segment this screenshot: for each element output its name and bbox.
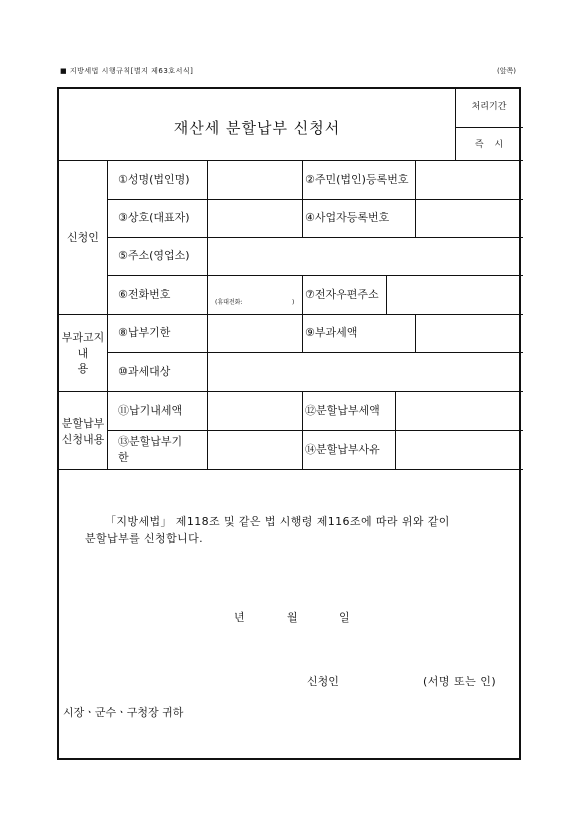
divider: [59, 314, 523, 315]
divider: [107, 160, 108, 469]
field-due-date-label: ⑧납부기한: [118, 326, 171, 339]
divider: [455, 127, 523, 128]
divider: [302, 275, 303, 314]
divider: [59, 160, 523, 161]
statement-line1: 「지방세법」 제118조 및 같은 법 시행령 제116조에 따라 위와 같이: [105, 515, 450, 528]
field-installment-due-label-line2: 한: [118, 451, 129, 464]
date-day-label: 일: [339, 611, 350, 624]
field-email-label: ⑦전자우편주소: [305, 288, 379, 301]
application-form: [57, 87, 521, 760]
signature-hint: (서명 또는 인): [423, 675, 497, 688]
divider: [415, 160, 416, 237]
divider: [302, 160, 303, 237]
field-installment-amount-label: ⑫분할납부세액: [305, 404, 380, 417]
divider: [107, 237, 523, 238]
form-reference: ■ 지방세법 시행규칙[별지 제63호서식]: [60, 67, 194, 75]
field-resident-no-label: ②주민(법인)등록번호: [305, 173, 409, 186]
processing-period-value: 즉 시: [474, 140, 504, 150]
divider: [107, 275, 523, 276]
addressee: 시장ㆍ군수ㆍ구청장 귀하: [63, 706, 184, 719]
date-year-label: 년: [234, 611, 245, 624]
statement-line2: 분할납부를 신청합니다.: [85, 532, 204, 545]
divider: [59, 469, 523, 470]
divider: [107, 430, 523, 431]
field-mobile-hint: (휴대전화:: [215, 299, 243, 306]
divider: [395, 430, 396, 469]
signature-label: 신청인: [307, 675, 339, 688]
divider: [386, 275, 387, 314]
section-installment-line2: 신청내용: [61, 433, 105, 446]
page-side-label: (앞쪽): [497, 67, 516, 75]
field-name-label: ①성명(법인명): [118, 173, 190, 186]
processing-period-label: 처리기간: [471, 102, 507, 112]
field-phone-label: ⑥전화번호: [118, 288, 171, 301]
date-month-label: 월: [287, 611, 298, 624]
field-mobile-close: ): [292, 299, 295, 306]
field-business-reg-no-label: ④사업자등록번호: [305, 211, 390, 224]
divider: [302, 391, 303, 469]
section-tax-notice-line3: 용: [77, 362, 89, 375]
divider: [395, 391, 396, 430]
divider: [59, 391, 523, 392]
divider: [302, 314, 303, 352]
section-tax-notice-line2: 내: [77, 347, 89, 360]
field-installment-reason-label: ⑭분할납부사유: [305, 443, 380, 456]
divider: [207, 160, 208, 469]
field-tax-amount-label: ⑨부과세액: [305, 326, 358, 339]
form-title: 재산세 분할납부 신청서: [173, 119, 341, 137]
field-business-name-label: ③상호(대표자): [118, 211, 190, 224]
field-address-label: ⑤주소(영업소): [118, 249, 190, 262]
field-due-within-amount-label: ⑪납기내세액: [118, 404, 183, 417]
section-applicant: 신청인: [67, 231, 99, 244]
field-tax-object-label: ⑩과세대상: [118, 365, 171, 378]
section-installment-line1: 분할납부: [61, 417, 105, 430]
divider: [415, 314, 416, 352]
section-tax-notice-line1: 부과고지: [61, 331, 105, 344]
field-installment-due-label-line1: ⑬분할납부기: [118, 435, 183, 448]
divider: [107, 199, 523, 200]
divider: [107, 352, 523, 353]
